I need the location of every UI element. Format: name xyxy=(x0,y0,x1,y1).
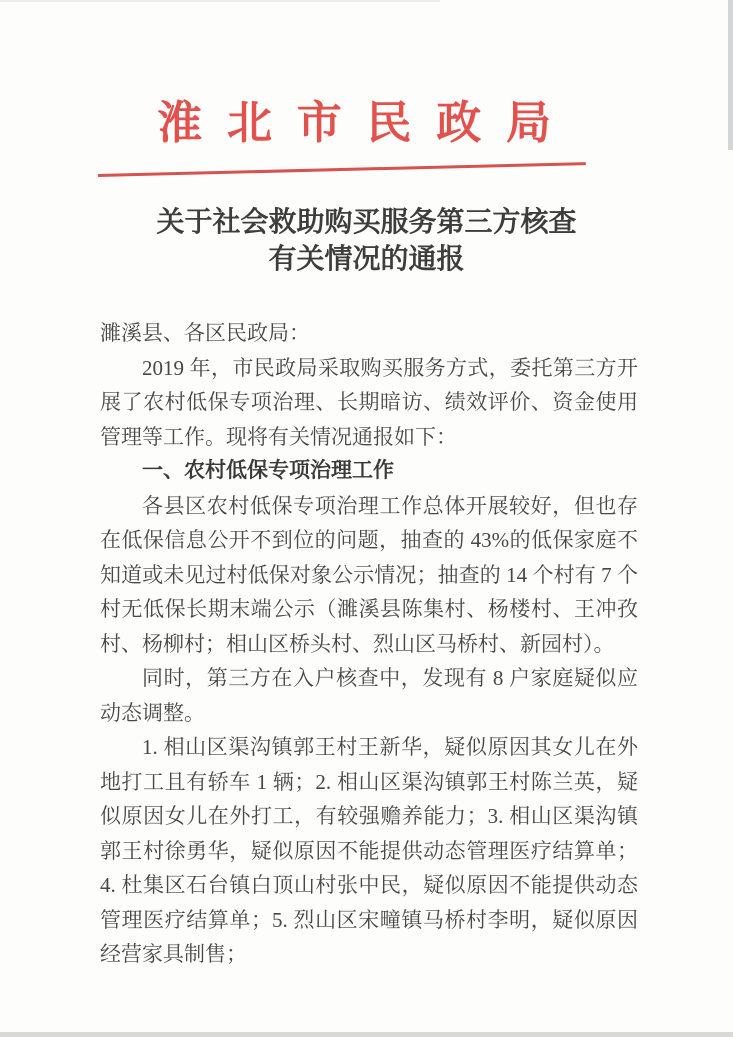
scan-edge-artifact-top xyxy=(0,0,440,2)
document-body xyxy=(0,316,733,972)
scan-edge-artifact-bottom xyxy=(0,1032,733,1037)
paragraph-dynamic-adjustment: 同时，第三方在入户核查中，发现有 8 户家庭疑似应动态调整。 xyxy=(100,666,638,725)
letterhead-agency-name: 淮北市民政局 xyxy=(157,98,576,148)
paragraph-case-list: 1. 相山区渠沟镇郭王村王新华，疑似原因其女儿在外地打工且有轿车 1 辆；2. 相山区渠沟镇郭王村陈兰英，疑似原因女儿在外打工，有较强赡养能力；3. 相山区渠沟镇郭王村徐勇华，疑似原因不能提供动态管理医疗结算单；4. 杜集区石台镇白顶山村张中民，疑似原因不能提供动态管理医疗结算单；5. 烈山区宋疃镇马桥村李明，疑似原因经营家具制售； xyxy=(100,735,638,967)
section-heading-1: 一、农村低保专项治理工作 xyxy=(142,459,394,483)
scan-edge-artifact-right xyxy=(728,0,733,150)
document-title-line1: 关于社会救助购买服务第三方核查 xyxy=(156,207,577,239)
paragraph-findings: 各县区农村低保专项治理工作总体开展较好，但也存在低保信息公开不到位的问题，抽查的 43%的低保家庭不知道或未见过村低保对象公示情况；抽查的 14 个村有 7 个村无低保长期末端公示（濉溪县陈集村、杨楼村、王冲孜村、杨柳村；相山区桥头村、烈山区马桥村、新园村）。 xyxy=(100,493,638,656)
paragraph-intro: 2019 年，市民政局采取购买服务方式，委托第三方开展了农村低保专项治理、长期暗访、绩效评价、资金使用管理等工作。现将有关情况通报如下： xyxy=(100,355,638,449)
salutation: 濉溪县、各区民政局： xyxy=(100,321,310,346)
letterhead-divider-line xyxy=(98,162,586,177)
document-title xyxy=(0,204,733,278)
document-title-line2: 有关情况的通报 xyxy=(268,244,465,276)
